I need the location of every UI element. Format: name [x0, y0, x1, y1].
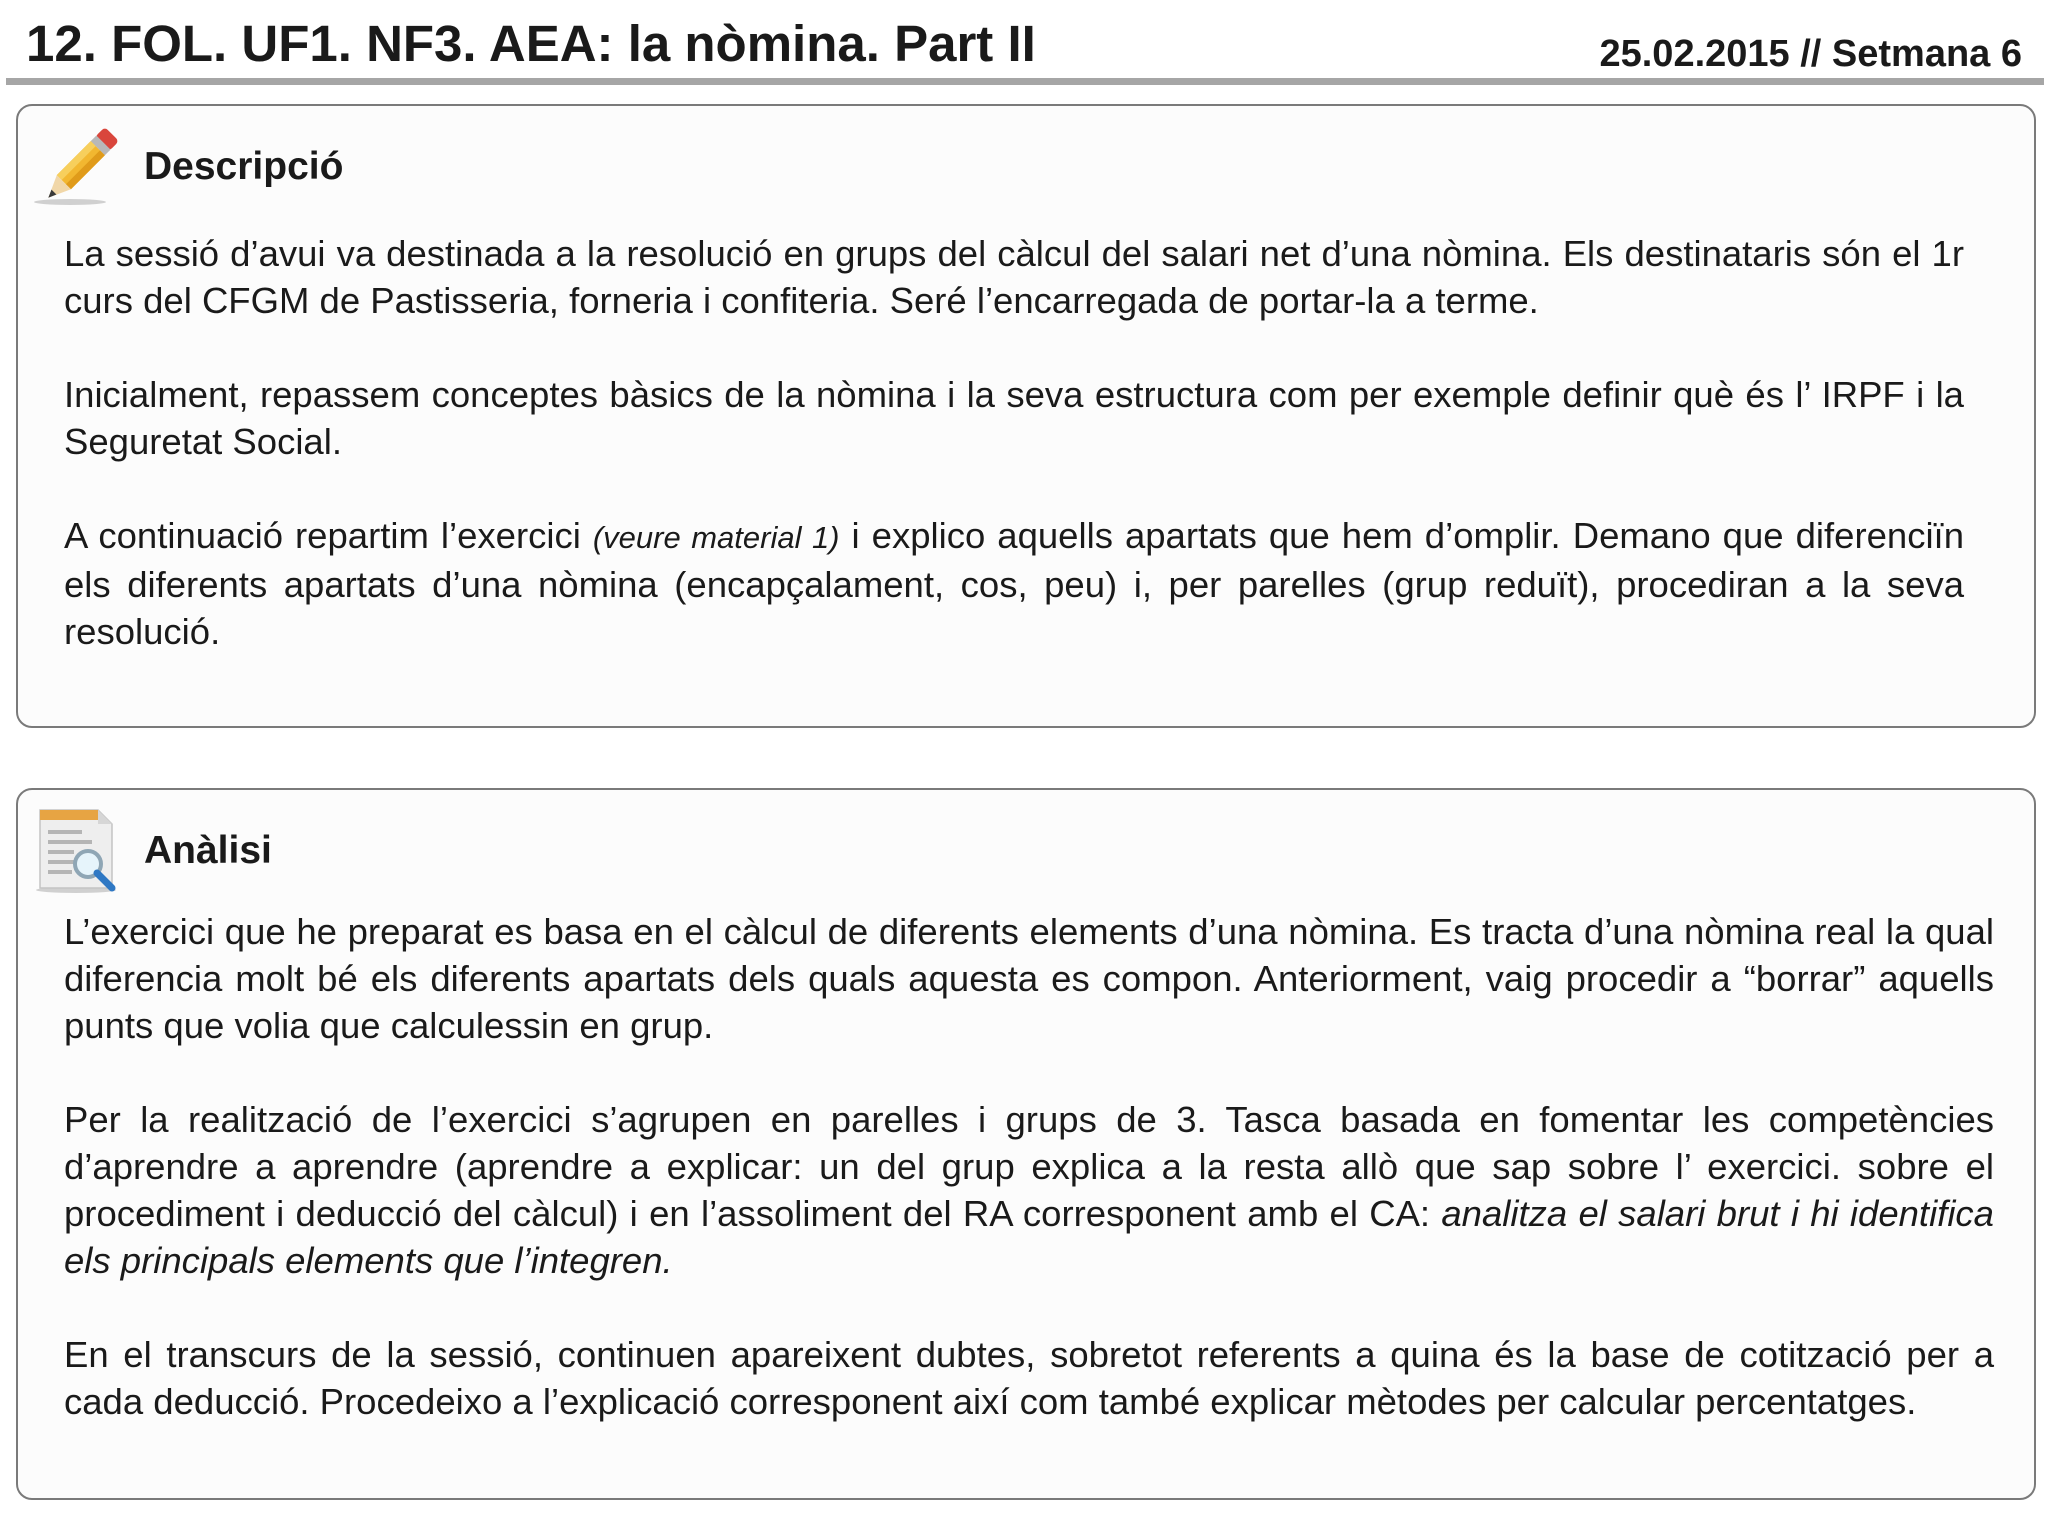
analysis-paragraph-3: En el transcurs de la sessió, continuen apareixent dubtes, sobretot referents a quina és la base de cotització per a cada deducció. Procedeixo a l’explicació corresponent així com també explicar mètodes per calcular percentatges. [64, 1334, 1994, 1422]
analysis-paragraph-1: L’exercici que he preparat es basa en el càlcul de diferents elements d’una nòmina. Es tracta d’una nòmina real la qual diferencia molt bé els diferents apartats dels quals aquesta es compon. Anteriorment, vaig procedir a “borrar” aquells punts que volia que calculessin en grup. [64, 911, 1994, 1046]
page-header [0, 0, 2048, 86]
assessment-criterion: analitza el salari brut i hi identifica els principals elements que l’integren. [64, 1193, 1994, 1281]
description-paragraph-3-start: A continuació repartim l’exercici [64, 515, 593, 556]
description-paragraph-3 [64, 512, 1964, 655]
analysis-body [64, 908, 1994, 1425]
analysis-panel [16, 788, 2036, 1500]
header-divider [6, 78, 2044, 85]
description-paragraph-3-end: i explico aquells apartats que hem d’omplir. Demano que diferenciïn els diferents apartats d’una nòmina (encapçalament, cos, peu) i, per parelles (grup reduït), procediran a la seva resolució. [64, 515, 1965, 652]
description-body [64, 230, 1964, 655]
analysis-heading: Anàlisi [144, 829, 272, 872]
page-title: 12. FOL. UF1. NF3. AEA: la nòmina. Part II [26, 15, 1036, 72]
analysis-paragraph-2 [64, 1096, 1994, 1284]
description-panel [16, 104, 2036, 728]
document-magnifier-icon [32, 806, 124, 898]
analysis-paragraph-2-start: Per la realització de l’exercici s’agrupen en parelles i grups de 3. Tasca basada en fomentar les competències d’aprendre a aprendre (aprendre a explicar: un del grup explica a la resta allò que sap sobre l’ exercici. sobre el procediment i deducció del càlcul) i en l’assoliment del RA corresponent amb el CA: [64, 1099, 1994, 1234]
description-paragraph-1: La sessió d’avui va destinada a la resolució en grups del càlcul del salari net d’una nòmina. Els destinataris són el 1r curs del CFGM de Pastisseria, forneria i confiteria. Seré l’encarregada de portar-la a terme. [64, 233, 1964, 321]
material-reference: (veure material 1) [592, 520, 840, 555]
description-heading: Descripció [144, 145, 344, 188]
description-paragraph-2: Inicialment, repassem conceptes bàsics de la nòmina i la seva estructura com per exemple definir què és l’ IRPF i la Seguretat Social. [64, 374, 1964, 462]
pencil-icon [32, 122, 124, 214]
date-week-label: 25.02.2015 // Setmana 6 [1599, 33, 2022, 75]
